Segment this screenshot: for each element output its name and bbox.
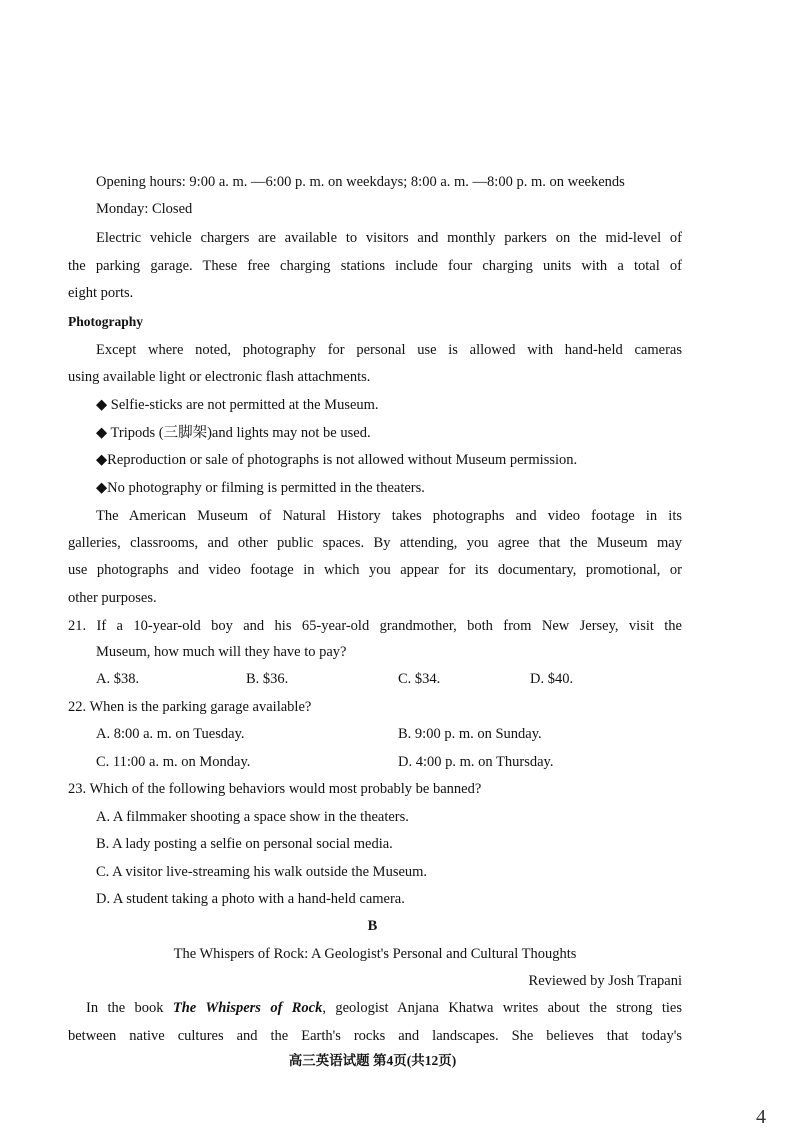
q22-option-c: C. 11:00 a. m. on Monday. (96, 754, 251, 770)
opening-hours: Opening hours: 9:00 a. m. —6:00 p. m. on weekdays; 8:00 a. m. —8:00 p. m. on weekends (96, 174, 625, 190)
chargers-line: eight ports. (68, 285, 134, 301)
review-intro-line: between native cultures and the Earth's rocks and landscapes. She believes that today's (68, 1028, 682, 1044)
rule-item: ◆Reproduction or sale of photographs is not allowed without Museum permission. (96, 452, 578, 468)
rule-item: ◆ Tripods (三脚架)and lights may not be used. (96, 425, 371, 441)
q21-option-b: B. $36. (246, 671, 289, 687)
q23-option-c: C. A visitor live-streaming his walk outside the Museum. (96, 864, 428, 880)
book-title: The Whispers of Rock (172, 1000, 323, 1016)
question-23-stem: 23. Which of the following behaviors would most probably be banned? (68, 781, 482, 797)
reviewer: Reviewed by Josh Trapani (528, 973, 682, 989)
q21-option-d: D. $40. (530, 671, 574, 687)
photo-intro-line: using available light or electronic flash attachments. (68, 369, 371, 385)
intro-text: , geologist Anjana Khatwa writes about the strong ties (322, 1000, 682, 1016)
q23-option-a: A. A filmmaker shooting a space show in the theaters. (96, 809, 409, 825)
chargers-line: the parking garage. These free charging stations include four charging units with a total of (68, 258, 682, 274)
chargers-line: Electric vehicle chargers are available to visitors and monthly parkers on the mid-level of (96, 230, 682, 246)
q23-option-d: D. A student taking a photo with a hand-held camera. (96, 891, 405, 907)
museum-para-line: galleries, classrooms, and other public spaces. By attending, you agree that the Museum may (68, 535, 682, 551)
q22-option-a: A. 8:00 a. m. on Tuesday. (96, 726, 245, 742)
monday-closed: Monday: Closed (96, 201, 193, 217)
rule-item: ◆No photography or filming is permitted in the theaters. (96, 480, 425, 496)
museum-para-line: The American Museum of Natural History takes photographs and video footage in its (96, 508, 682, 524)
museum-para-line: use photographs and video footage in which you appear for its documentary, promotional, or (68, 562, 682, 578)
q23-option-b: B. A lady posting a selfie on personal social media. (96, 836, 393, 852)
photo-intro-line: Except where noted, photography for personal use is allowed with hand-held cameras (96, 342, 682, 358)
q22-option-b: B. 9:00 p. m. on Sunday. (398, 726, 542, 742)
q22-option-d: D. 4:00 p. m. on Thursday. (398, 754, 554, 770)
rule-item: ◆ Selfie-sticks are not permitted at the Museum. (96, 397, 379, 413)
q21-option-a: A. $38. (96, 671, 140, 687)
question-21-stem: 21. If a 10-year-old boy and his 65-year-old grandmother, both from New Jersey, visit the (68, 618, 682, 634)
review-intro-line (86, 999, 682, 1017)
book-review-title: The Whispers of Rock: A Geologist's Personal and Cultural Thoughts (173, 946, 577, 962)
section-b-label: B (367, 918, 378, 934)
intro-text: In the book (86, 1000, 173, 1016)
q21-option-c: C. $34. (398, 671, 441, 687)
question-22-stem: 22. When is the parking garage available? (68, 699, 312, 715)
question-21-stem: Museum, how much will they have to pay? (96, 644, 347, 660)
museum-para-line: other purposes. (68, 590, 157, 606)
photography-heading: Photography (68, 314, 144, 329)
page-footer: 高三英语试题 第4页(共12页) (288, 1053, 457, 1068)
page-number: 4 (756, 1106, 766, 1128)
